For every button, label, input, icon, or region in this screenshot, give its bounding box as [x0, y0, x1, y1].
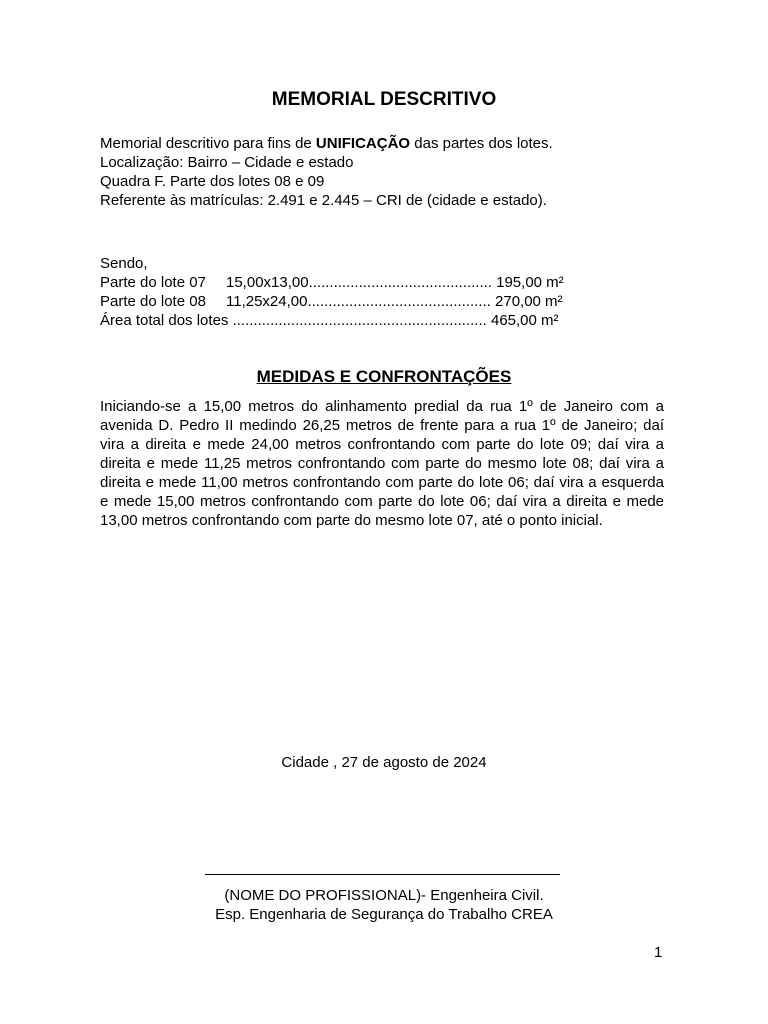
- lot-name: Parte do lote 08: [100, 293, 206, 310]
- registry-line: Referente às matrículas: 2.491 e 2.445 – CRI de (cidade e estado).: [100, 192, 547, 209]
- lot-name: Parte do lote 07: [100, 274, 206, 291]
- measures-title: MEDIDAS E CONFRONTAÇÕES: [256, 367, 512, 386]
- lot-area: 270,00 m²: [490, 293, 563, 310]
- lots-block: [100, 254, 660, 330]
- lot-row: [100, 292, 660, 311]
- measures-paragraph: Iniciando-se a 15,00 metros do alinhamento predial da rua 1º de Janeiro com a avenida D. Pedro II medindo 26,25 metros de frente para a rua 1º de Janeiro; daí vira a direita e mede 24,00 metros confrontando com parte do lote 09; daí vira a direita e mede 11,25 metros confrontando com parte do mesmo lote 08; daí vira a direita e mede 11,00 metros confrontando com parte do lote 06; daí vira a esquerda e mede 15,00 metros confrontando com parte do lote 06; daí vira a direita e mede 13,00 metros confrontando com parte do mesmo lote 07, até o ponto inicial.: [100, 398, 664, 529]
- location-line: Localização: Bairro – Cidade e estado: [100, 154, 354, 171]
- signer-block: [0, 886, 768, 924]
- lot-area: 195,00 m²: [491, 274, 564, 291]
- total-dots: .............................................................: [228, 312, 491, 329]
- page-number: 1: [654, 944, 663, 961]
- date-line: Cidade , 27 de agosto de 2024: [281, 754, 487, 771]
- lot-row: [100, 273, 660, 292]
- signer-title: Esp. Engenharia de Segurança do Trabalho CREA: [215, 906, 553, 923]
- signer-name: (NOME DO PROFISSIONAL)- Engenheira Civil.: [224, 887, 544, 904]
- lots-lead: Sendo,: [100, 255, 148, 272]
- block-line: Quadra F. Parte dos lotes 08 e 09: [100, 173, 325, 190]
- purpose-suffix: das partes dos lotes.: [410, 135, 553, 152]
- total-area: 465,00 m²: [490, 312, 559, 329]
- total-row: [100, 311, 660, 330]
- purpose-line: [100, 134, 660, 153]
- document-title: MEMORIAL DESCRITIVO: [271, 89, 497, 110]
- lot-dimensions: 11,25x24,00............................................: [226, 293, 491, 310]
- measures-heading: [0, 366, 768, 388]
- signature-line: [205, 874, 560, 875]
- total-label: Área total dos lotes: [100, 312, 229, 329]
- purpose-prefix: Memorial descritivo para fins de: [100, 135, 316, 152]
- intro-block: [100, 134, 660, 210]
- lot-dimensions: 15,00x13,00............................................: [226, 274, 492, 291]
- purpose-bold: UNIFICAÇÃO: [315, 135, 411, 152]
